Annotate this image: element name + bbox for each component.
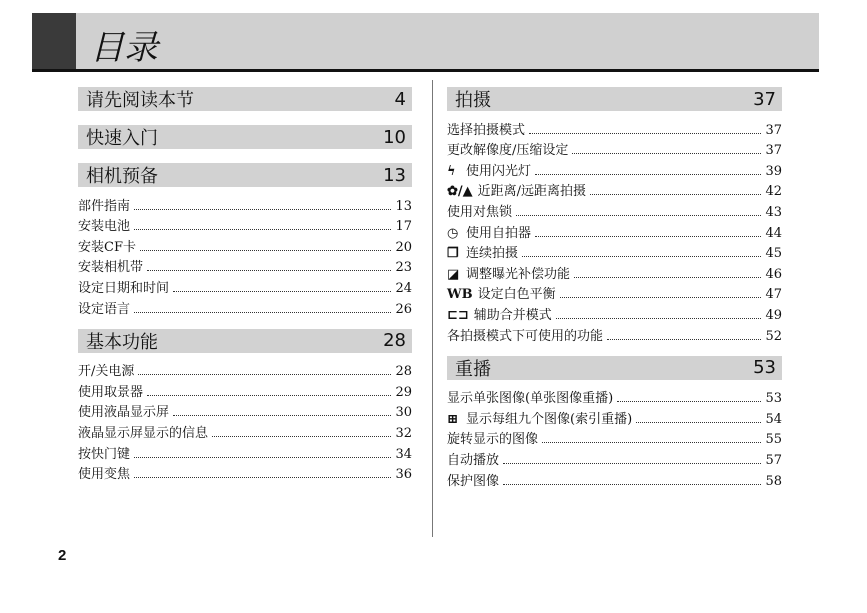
- dot-leader: [173, 291, 391, 292]
- toc-entry[interactable]: [447, 282, 782, 303]
- dot-leader: [134, 209, 391, 210]
- entry-label: 使用取景器: [78, 384, 144, 400]
- entry-label: 旋转显示的图像: [447, 432, 539, 448]
- entry-label: 部件指南: [78, 198, 131, 214]
- toc-entry[interactable]: [447, 427, 782, 448]
- section-page: 10: [383, 126, 406, 148]
- toc-section: [78, 125, 412, 149]
- index-playback-icon: ⊞: [447, 411, 458, 427]
- dot-leader: [173, 415, 391, 416]
- entry-page: 13: [395, 198, 412, 214]
- toc-entry[interactable]: [447, 158, 782, 179]
- dot-leader: [535, 236, 761, 237]
- entry-page: 26: [395, 301, 412, 317]
- toc-entry[interactable]: [447, 302, 782, 323]
- entry-page: 23: [395, 260, 412, 276]
- entry-label: 连续拍摄: [466, 246, 519, 262]
- dot-leader: [147, 395, 391, 396]
- section-heading[interactable]: [78, 163, 412, 187]
- entry-label: 选择拍摄模式: [447, 122, 526, 138]
- toc-entry[interactable]: [447, 220, 782, 241]
- dot-leader: [140, 250, 391, 251]
- entry-page: 44: [765, 225, 782, 241]
- dot-leader: [134, 457, 391, 458]
- dot-leader: [560, 297, 762, 298]
- dot-leader: [138, 374, 391, 375]
- section-page: 13: [383, 164, 406, 186]
- toc-section: [447, 87, 782, 344]
- section-gap: [78, 149, 412, 163]
- header-dark-block: [32, 13, 76, 69]
- dot-leader: [134, 477, 391, 478]
- toc-entry[interactable]: [447, 179, 782, 200]
- section-gap: [78, 111, 412, 125]
- dot-leader: [617, 401, 761, 402]
- flash-icon: ϟ: [447, 163, 456, 179]
- toc-entry[interactable]: [78, 400, 412, 421]
- stitch-assist-icon: ⊏⊐: [447, 307, 469, 323]
- dot-leader: [147, 270, 391, 271]
- entry-label: 设定白色平衡: [477, 287, 556, 303]
- entry-page: 45: [765, 246, 782, 262]
- entry-label: 使用对焦锁: [447, 204, 513, 220]
- entry-label: 辅助合并模式: [473, 307, 552, 323]
- header-bar: [32, 13, 819, 72]
- section-heading[interactable]: [78, 87, 412, 111]
- entry-page: 42: [765, 184, 782, 200]
- column-divider: [432, 80, 433, 537]
- section-page: 28: [383, 330, 406, 352]
- toc-entry[interactable]: [78, 275, 412, 296]
- dot-leader: [535, 174, 761, 175]
- page-number: 2: [58, 547, 67, 564]
- exposure-compensation-icon: ◪: [447, 266, 460, 282]
- toc-entry[interactable]: [447, 468, 782, 489]
- entry-page: 36: [395, 467, 412, 483]
- entry-label: 保护图像: [447, 473, 500, 489]
- toc-entry[interactable]: [78, 441, 412, 462]
- entry-label: 调整曝光补偿功能: [466, 266, 571, 282]
- entry-page: 47: [765, 287, 782, 303]
- entry-label: 按快门键: [78, 446, 131, 462]
- entry-label: 设定语言: [78, 301, 131, 317]
- toc-entry[interactable]: [78, 420, 412, 441]
- entry-page: 52: [765, 328, 782, 344]
- entry-label: 液晶显示屏显示的信息: [78, 425, 209, 441]
- entry-label: 更改解像度/压缩设定: [447, 143, 569, 159]
- toc-entry-list: [78, 193, 412, 317]
- entry-page: 54: [765, 411, 782, 427]
- dot-leader: [503, 484, 761, 485]
- toc-entry[interactable]: [447, 199, 782, 220]
- entry-page: 37: [765, 143, 782, 159]
- toc-entry[interactable]: [78, 193, 412, 214]
- entry-page: 39: [765, 163, 782, 179]
- toc-entry[interactable]: [447, 241, 782, 262]
- right-column: [447, 87, 782, 489]
- entry-label: 使用自拍器: [466, 225, 532, 241]
- entry-page: 20: [395, 239, 412, 255]
- section-page: 53: [753, 357, 776, 379]
- dot-leader: [134, 229, 391, 230]
- toc-entry-list: [447, 386, 782, 489]
- dot-leader: [522, 256, 761, 257]
- toc-section: [78, 87, 412, 111]
- entry-page: 37: [765, 122, 782, 138]
- section-title: 快速入门: [86, 128, 158, 149]
- toc-entry-list: [447, 117, 782, 344]
- entry-page: 49: [765, 307, 782, 323]
- toc-entry[interactable]: [447, 386, 782, 407]
- dot-leader: [590, 194, 761, 195]
- entry-label: 各拍摄模式下可使用的功能: [447, 328, 604, 344]
- dot-leader: [556, 318, 762, 319]
- entry-page: 17: [395, 219, 412, 235]
- self-timer-icon: ◷: [447, 225, 459, 241]
- section-title: 拍摄: [455, 90, 491, 111]
- toc-entry[interactable]: [447, 406, 782, 427]
- entry-label: 设定日期和时间: [78, 280, 170, 296]
- section-page: 4: [394, 88, 406, 110]
- entry-page: 34: [395, 446, 412, 462]
- toc-entry[interactable]: [78, 296, 412, 317]
- entry-page: 58: [765, 473, 782, 489]
- toc-entry[interactable]: [78, 462, 412, 483]
- entry-page: 46: [765, 266, 782, 282]
- section-title: 基本功能: [86, 331, 158, 353]
- entry-page: 30: [395, 405, 412, 421]
- dot-leader: [572, 153, 761, 154]
- macro-landscape-icon: ✿/▲: [447, 184, 473, 200]
- toc-entry[interactable]: [447, 323, 782, 344]
- toc-entry[interactable]: [78, 214, 412, 235]
- dot-leader: [212, 436, 391, 437]
- entry-label: 安装电池: [78, 219, 131, 235]
- toc-section: [447, 356, 782, 489]
- entry-label: 安装CF卡: [78, 239, 136, 255]
- page-title: 目录: [90, 28, 158, 68]
- toc-entry[interactable]: [447, 261, 782, 282]
- entry-label: 开/关电源: [78, 364, 135, 380]
- section-gap: [447, 344, 782, 356]
- entry-page: 32: [395, 425, 412, 441]
- section-heading[interactable]: [78, 125, 412, 149]
- section-page: 37: [753, 88, 776, 110]
- entry-label: 使用液晶显示屏: [78, 405, 170, 421]
- entry-page: 55: [765, 432, 782, 448]
- entry-label: 使用闪光灯: [466, 163, 532, 179]
- dot-leader: [542, 442, 761, 443]
- entry-page: 28: [395, 364, 412, 380]
- toc-section: [78, 163, 412, 317]
- toc-entry[interactable]: [78, 234, 412, 255]
- entry-label: 使用变焦: [78, 467, 131, 483]
- dot-leader: [516, 215, 761, 216]
- section-title: 请先阅读本节: [86, 90, 194, 111]
- section-heading[interactable]: [78, 329, 412, 353]
- entry-page: 53: [765, 391, 782, 407]
- left-column: [78, 87, 412, 482]
- section-heading[interactable]: [447, 87, 782, 111]
- entry-label: 显示每组九个图像(索引重播): [466, 411, 633, 427]
- dot-leader: [574, 277, 761, 278]
- section-heading[interactable]: [447, 356, 782, 380]
- section-title: 相机预备: [86, 166, 158, 187]
- entry-label: 安装相机带: [78, 260, 144, 276]
- toc-entry[interactable]: [447, 117, 782, 138]
- entry-page: 43: [765, 204, 782, 220]
- entry-page: 57: [765, 452, 782, 468]
- dot-leader: [607, 339, 761, 340]
- toc-entry[interactable]: [447, 138, 782, 159]
- entry-label: 显示单张图像(单张图像重播): [447, 391, 614, 407]
- toc-entry-list: [78, 359, 412, 483]
- dot-leader: [134, 312, 391, 313]
- toc-entry[interactable]: [447, 447, 782, 468]
- toc-entry[interactable]: [78, 255, 412, 276]
- section-title: 重播: [455, 358, 491, 380]
- toc-section: [78, 329, 412, 483]
- entry-page: 29: [395, 384, 412, 400]
- continuous-shooting-icon: ❐: [447, 246, 459, 262]
- white-balance-icon: WB: [447, 287, 473, 303]
- toc-entry[interactable]: [78, 359, 412, 380]
- toc-entry[interactable]: [78, 379, 412, 400]
- dot-leader: [503, 463, 761, 464]
- dot-leader: [636, 422, 761, 423]
- dot-leader: [529, 133, 761, 134]
- entry-label: 近距离/远距离拍摄: [477, 184, 587, 200]
- entry-page: 24: [395, 280, 412, 296]
- entry-label: 自动播放: [447, 452, 500, 468]
